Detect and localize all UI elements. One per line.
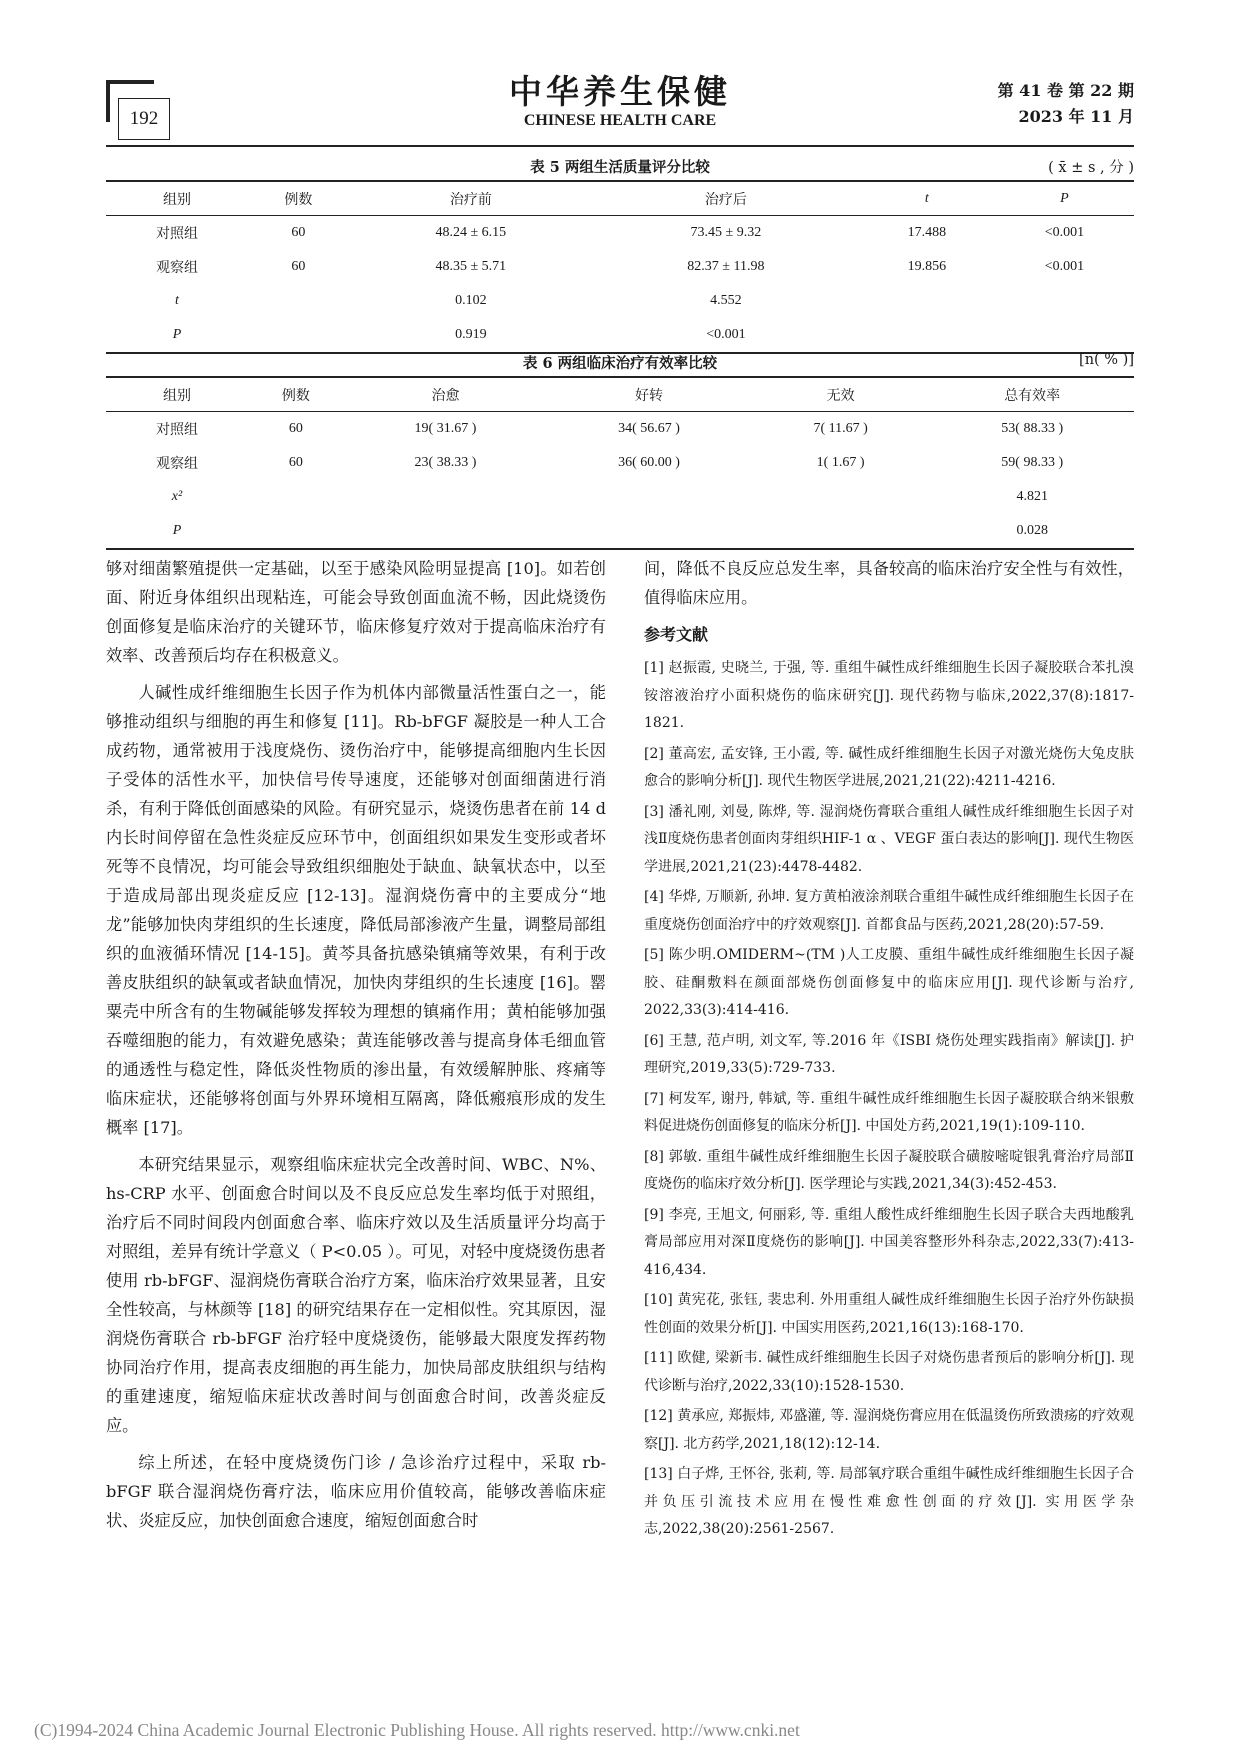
table-6-unit: [n( % )] bbox=[1079, 352, 1134, 368]
reference-item: [3] 潘礼刚, 刘曼, 陈烨, 等. 湿润烧伤膏联合重组人碱性成纤维细胞生长因子对浅Ⅱ度烧伤患者创面肉芽组织HIF-1 α 、VEGF 蛋白表达的影响[J]. 现代生物医学进展,2021,21(23):4478-4482. bbox=[644, 803, 1134, 875]
table-cell bbox=[751, 480, 931, 514]
table-cell: 1( 1.67 ) bbox=[816, 455, 865, 470]
body-paragraph: 综上所述，在轻中度烧烫伤门诊 / 急诊治疗过程中，采取 rb-bFGF 联合湿润烧伤膏疗法，临床应用价值较高，能够改善临床症状、炎症反应，加快创面愈合速度，缩短创面愈合时 bbox=[106, 1453, 606, 1530]
table-cell: 观察组 bbox=[156, 261, 198, 276]
table-cell: 48.24 ± 6.15 bbox=[435, 225, 507, 240]
table-cell bbox=[344, 514, 548, 549]
table-row bbox=[106, 250, 1134, 284]
table-6-header: 好转 bbox=[547, 377, 751, 412]
table-row bbox=[106, 412, 1134, 447]
copyright-footer: (C)1994-2024 China Academic Journal Electronic Publishing House. All rights reserved. http://www.cnki.net bbox=[34, 1720, 800, 1740]
table-5-header: 组别 bbox=[106, 181, 248, 216]
table-cell: 对照组 bbox=[156, 423, 198, 438]
table-5-grid bbox=[106, 180, 1134, 354]
journal-title-en: CHINESE HEALTH CARE bbox=[523, 112, 717, 129]
table-row bbox=[106, 216, 1134, 251]
table-cell: 19.856 bbox=[907, 259, 947, 274]
table-row bbox=[106, 480, 1134, 514]
reference-item: [10] 黄宪花, 张钰, 裴忠利. 外用重组人碱性成纤维细胞生长因子治疗外伤缺损性创面的效果分析[J]. 中国实用医药,2021,16(13):168-170. bbox=[644, 1292, 1134, 1336]
table-cell: 34( 56.67 ) bbox=[618, 421, 680, 436]
table-6-header: 总有效率 bbox=[930, 377, 1134, 412]
table-5-unit: ( x̄ ± s , 分 ) bbox=[1048, 160, 1134, 176]
table-cell bbox=[248, 514, 344, 549]
reference-item: [12] 黄承应, 郑振炜, 邓盛灌, 等. 湿润烧伤膏应用在低温烫伤所致溃疡的疗效观察[J]. 北方药学,2021,18(12):12-14. bbox=[644, 1408, 1134, 1452]
table-cell: 0.102 bbox=[455, 293, 487, 308]
table-6-header: 治愈 bbox=[344, 377, 548, 412]
reference-item: [13] 白子烨, 王怀谷, 张莉, 等. 局部氧疗联合重组牛碱性成纤维细胞生长因子合并负压引流技术应用在慢性难愈性创面的疗效[J]. 实用医学杂志,2022,38(20):2561-2567. bbox=[644, 1466, 1134, 1537]
issue-date: 2023 年 11 月 bbox=[1018, 107, 1134, 126]
reference-item: [5] 陈少明.OMIDERM~(TM )人工皮膜、重组牛碱性成纤维细胞生长因子凝胶、硅酮敷料在颜面部烧伤创面修复中的临床应用[J]. 现代诊断与治疗, 2022,33(3):414-416. bbox=[644, 947, 1134, 1018]
table-cell: 4.821 bbox=[1016, 489, 1048, 504]
table-row bbox=[106, 446, 1134, 480]
table-cell bbox=[344, 480, 548, 514]
table-cell: 观察组 bbox=[156, 457, 198, 472]
table-cell: 73.45 ± 9.32 bbox=[690, 225, 762, 240]
table-row bbox=[106, 284, 1134, 318]
table-cell bbox=[248, 284, 349, 318]
table-cell: t bbox=[175, 293, 179, 308]
table-cell: 60 bbox=[291, 259, 306, 274]
body-paragraph: 本研究结果显示，观察组临床症状完全改善时间、WBC、N%、hs-CRP 水平、创面愈合时间以及不良反应总发生率均低于对照组，治疗后不同时间段内创面愈合率、临床疗效以及生活质量评分均高于对照组，差异有统计学意义（ P<0.05 ）。可见，对轻中度烧烫伤患者使用 rb-bFGF、湿润烧伤膏联合治疗方案，临床治疗效果显著，且安全性较高，与林颜等 [18] 的研究结果存在一定相似性。究其原因，湿润烧伤膏联合 rb-bFGF 治疗轻中度烧烫伤，能够最大限度发挥药物协同治疗作用，提高表皮细胞的再生能力，加快局部皮肤组织与结构的重建速度，缩短临床症状改善时间与创面愈合时间，改善炎症反应。 bbox=[106, 1155, 606, 1435]
table-cell: 59( 98.33 ) bbox=[1001, 455, 1064, 470]
table-5-header: 治疗前 bbox=[349, 181, 593, 216]
table-cell bbox=[995, 284, 1134, 318]
table-6-title: 表 6 两组临床治疗有效率比较 bbox=[522, 355, 718, 372]
table-cell: 60 bbox=[288, 455, 303, 470]
table-5-header: 治疗后 bbox=[593, 181, 859, 216]
reference-item: [8] 郭敏. 重组牛碱性成纤维细胞生长因子凝胶联合磺胺嘧啶银乳膏治疗局部Ⅱ度烧伤的临床疗效分析[J]. 医学理论与实践,2021,34(3):452-453. bbox=[644, 1148, 1134, 1192]
table-5-header: t bbox=[859, 181, 995, 216]
table-5 bbox=[106, 150, 1134, 354]
body-paragraph: 间，降低不良反应总发生率，具备较高的临床治疗安全性与有效性，值得临床应用。 bbox=[644, 559, 1134, 607]
body-column-right bbox=[644, 554, 1134, 1547]
table-6-header: 无效 bbox=[751, 377, 931, 412]
table-cell bbox=[547, 514, 751, 549]
table-cell: 60 bbox=[288, 421, 303, 436]
table-cell: 48.35 ± 5.71 bbox=[435, 259, 507, 274]
table-5-header: 例数 bbox=[248, 181, 349, 216]
table-cell: 36( 60.00 ) bbox=[618, 455, 680, 470]
body-column-left bbox=[106, 554, 606, 1535]
reference-item: [7] 柯发军, 谢丹, 韩斌, 等. 重组牛碱性成纤维细胞生长因子凝胶联合纳米银敷料促进烧伤创面修复的临床分析[J]. 中国处方药,2021,19(1):109-110. bbox=[644, 1090, 1134, 1134]
table-cell: x² bbox=[171, 489, 183, 504]
table-cell: P bbox=[106, 318, 248, 353]
journal-title-cn: 中华养生保健 bbox=[509, 72, 731, 111]
reference-item: [4] 华烨, 万顺新, 孙坤. 复方黄柏液涂剂联合重组牛碱性成纤维细胞生长因子在重度烧伤创面治疗中的疗效观察[J]. 首都食品与医药,2021,28(20):57-59. bbox=[644, 889, 1134, 933]
references-heading: 参考文献 bbox=[644, 625, 709, 644]
table-5-title: 表 5 两组生活质量评分比较 bbox=[530, 159, 710, 176]
table-cell: 53( 88.33 ) bbox=[1001, 421, 1064, 436]
table-cell: 4.552 bbox=[710, 293, 742, 308]
table-cell: 17.488 bbox=[907, 225, 947, 240]
table-cell: 对照组 bbox=[156, 227, 198, 242]
body-paragraph: 够对细菌繁殖提供一定基础，以至于感染风险明显提高 [10]。如若创面、附近身体组织出现粘连，可能会导致创面血流不畅，因此烧烫伤创面修复是临床治疗的关键环节，临床修复疗效对于提高临床治疗有效率、改善预后均存在积极意义。 bbox=[106, 559, 606, 665]
body-paragraph: 人碱性成纤维细胞生长因子作为机体内部微量活性蛋白之一，能够推动组织与细胞的再生和修复 [11]。Rb-bFGF 凝胶是一种人工合成药物，通常被用于浅度烧伤、烫伤治疗中，能够提高细胞内生长因子受体的活性水平，加快信号传导速度，还能够对创面细菌进行消杀，有利于降低创面感染的风险。有研究显示，烧烫伤患者在前 14 d 内长时间停留在急性炎症反应环节中，创面组织如果发生变形或者坏死等不良情况，均可能会导致组织细胞处于缺血、缺氧状态中，以至于造成局部出现炎症反应 [12-13]。湿润烧伤膏中的主要成分“地龙”能够加快肉芽组织的生长速度，降低局部渗液产生量，调整局部组织的血液循环情况 [14-15]。黄芩具备抗感染镇痛等效果，有利于改善皮肤组织的缺氧或者缺血情况，加快肉芽组织的生长速度 [16]。罂粟壳中所含有的生物碱能够发挥较为理想的镇痛作用；黄柏能够加强吞噬细胞的能力，有效避免感染；黄连能够改善与提高身体毛细血管的通透性与稳定性，降低炎性物质的渗出量，有效缓解肿胀、疼痛等临床症状，还能够将创面与外界环境相互隔离，降低瘢痕形成的发生概率 [17]。 bbox=[106, 683, 606, 1137]
table-6 bbox=[106, 346, 1134, 550]
table-cell: 7( 11.67 ) bbox=[813, 421, 868, 436]
table-6-header: 例数 bbox=[248, 377, 344, 412]
page-number: 192 bbox=[118, 98, 170, 140]
table-cell bbox=[547, 480, 751, 514]
header-rule bbox=[106, 145, 1134, 147]
table-6-header: 组别 bbox=[106, 377, 248, 412]
table-cell bbox=[859, 284, 995, 318]
table-cell bbox=[751, 514, 931, 549]
table-cell: <0.001 bbox=[1044, 225, 1085, 240]
table-cell: 19( 31.67 ) bbox=[414, 421, 477, 436]
reference-item: [2] 董高宏, 孟安锋, 王小霞, 等. 碱性成纤维细胞生长因子对激光烧伤大兔皮肤愈合的影响分析[J]. 现代生物医学进展,2021,21(22):4211-4216. bbox=[644, 745, 1134, 789]
table-cell: 23( 38.33 ) bbox=[414, 455, 477, 470]
table-cell: 0.919 bbox=[349, 318, 593, 353]
reference-item: [1] 赵振霞, 史晓兰, 于强, 等. 重组牛碱性成纤维细胞生长因子凝胶联合苯扎溴铵溶液治疗小面积烧伤的临床研究[J]. 现代药物与临床,2022,37(8):1817-1821. bbox=[644, 660, 1134, 731]
table-cell: 82.37 ± 11.98 bbox=[687, 259, 765, 274]
table-6-grid bbox=[106, 376, 1134, 550]
reference-item: [6] 王慧, 范卢明, 刘文军, 等.2016 年《ISBI 烧伤处理实践指南》解读[J]. 护理研究,2019,33(5):729-733. bbox=[644, 1032, 1134, 1076]
volume-issue: 第 41 卷 第 22 期 bbox=[997, 81, 1134, 100]
table-row bbox=[106, 514, 1134, 549]
table-cell: 0.028 bbox=[930, 514, 1134, 549]
table-cell bbox=[248, 480, 344, 514]
table-cell: 60 bbox=[291, 225, 306, 240]
table-cell: <0.001 bbox=[593, 318, 859, 353]
table-cell: <0.001 bbox=[1044, 259, 1085, 274]
reference-item: [9] 李亮, 王旭文, 何丽彩, 等. 重组人酸性成纤维细胞生长因子联合夫西地酸乳膏局部应用对深Ⅱ度烧伤的影响[J]. 中国美容整形外科杂志,2022,33(7):413-416,434. bbox=[644, 1206, 1134, 1278]
table-5-header: P bbox=[995, 181, 1134, 216]
table-cell: P bbox=[106, 514, 248, 549]
reference-item: [11] 欧健, 梁新韦. 碱性成纤维细胞生长因子对烧伤患者预后的影响分析[J]. 现代诊断与治疗,2022,33(10):1528-1530. bbox=[644, 1350, 1134, 1394]
